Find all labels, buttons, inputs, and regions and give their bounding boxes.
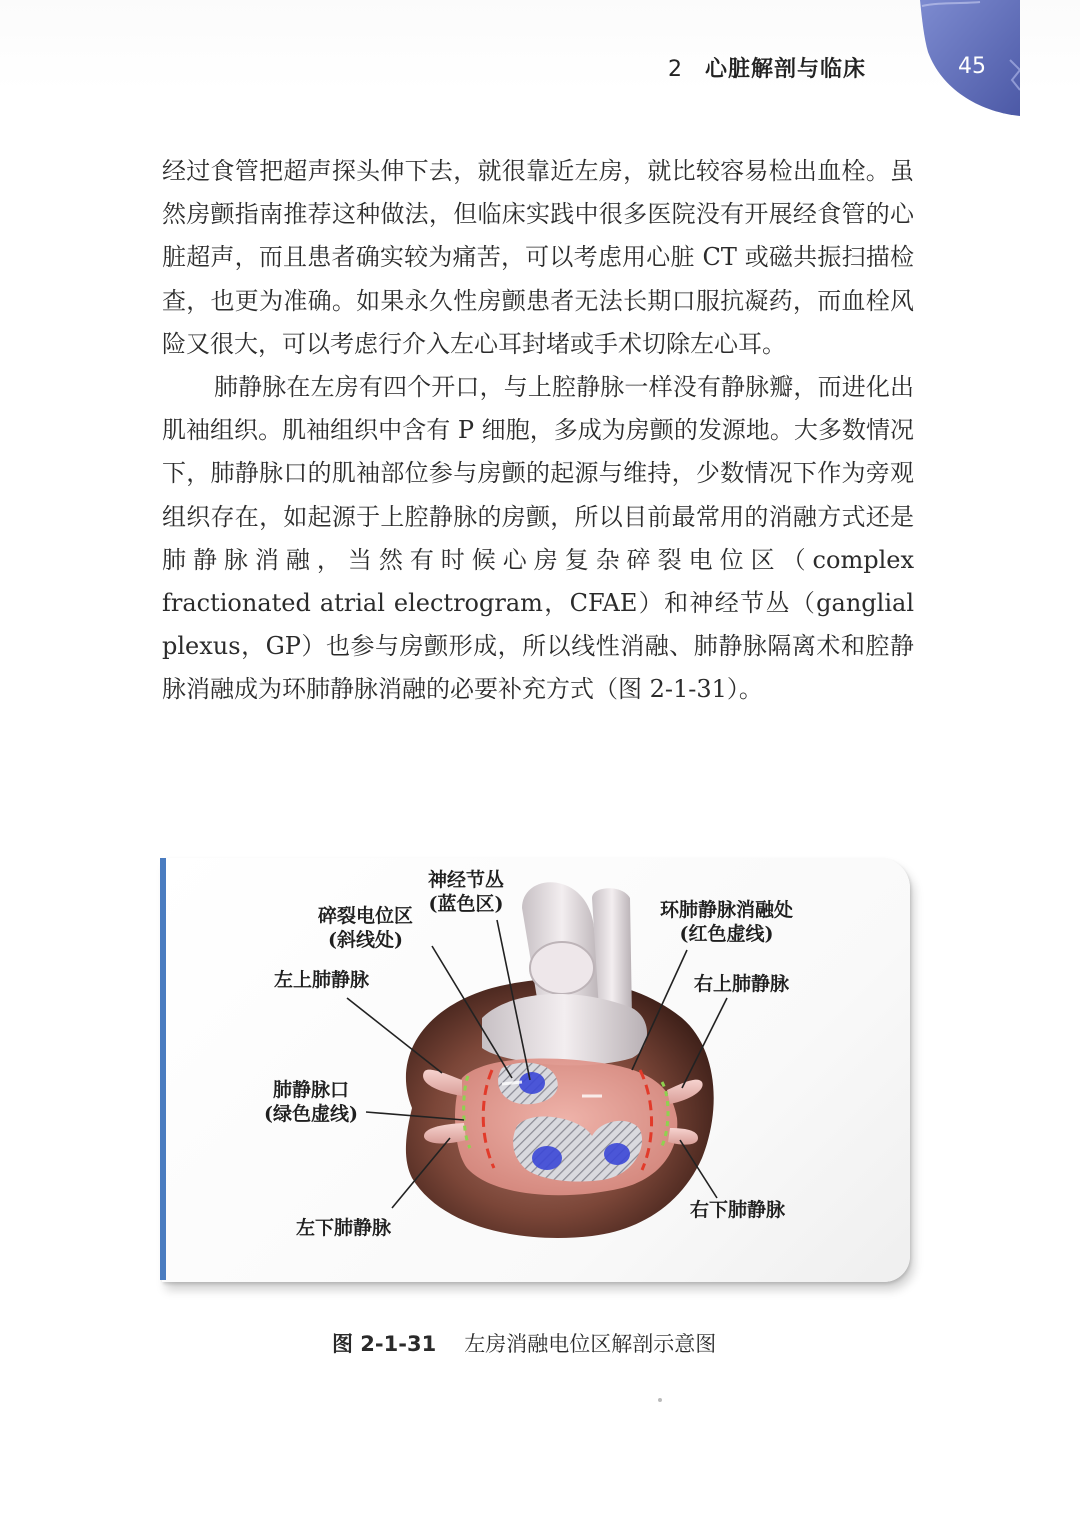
aortic-opening	[530, 942, 594, 994]
caption-text: 左房消融电位区解剖示意图	[464, 1332, 717, 1356]
label-pv-ostium	[264, 1078, 358, 1126]
label-lspv: 左上肺静脉	[274, 969, 370, 991]
page-number: 45	[958, 54, 986, 79]
label-pv-ostium-line1: 肺静脉口	[272, 1079, 349, 1101]
paragraph-2: 肺静脉在左房有四个开口，与上腔静脉一样没有静脉瓣，而进化出肌袖组织。肌袖组织中含有 P 细胞，多成为房颤的发源地。大多数情况下，肺静脉口的肌袖部位参与房颤的起源与维持，少数情况下作为旁观组织存在，如起源于上腔静脉的房颤，所以目前最常用的消融方式还是肺静脉消融，当然有时候心房复杂碎裂电位区（complex fractionated atrial electrogram，CFAE）和神经节丛（ganglial plexus，GP）也参与房颤形成，所以线性消融、肺静脉隔离术和腔静脉消融成为环肺静脉消融的必要补充方式（图 2-1-31）。	[162, 373, 914, 704]
ganglion-spot-3	[604, 1143, 630, 1165]
running-header	[668, 52, 866, 83]
label-ring	[660, 898, 793, 946]
label-cfae-line2: (斜线处)	[328, 929, 403, 951]
figure-caption	[332, 1328, 716, 1358]
label-ring-line2: (红色虚线)	[679, 923, 774, 945]
ganglion-spot-2	[532, 1146, 562, 1170]
label-ganglion	[428, 868, 504, 916]
label-pv-ostium-line2: (绿色虚线)	[264, 1103, 358, 1125]
chapter-number: 2	[668, 57, 683, 82]
label-ganglion-line2: (蓝色区)	[428, 893, 504, 915]
chapter-title: 心脏解剖与临床	[705, 57, 867, 82]
ganglion-spot-1	[519, 1072, 545, 1094]
caption-number: 图 2-1-31	[332, 1332, 437, 1356]
label-lipv: 左下肺静脉	[296, 1217, 392, 1239]
label-ring-line1: 环肺静脉消融处	[660, 899, 794, 921]
page-speck	[658, 1398, 662, 1402]
heart-illustration	[162, 858, 910, 1282]
paragraph-1: 经过食管把超声探头伸下去，就很靠近左房，就比较容易检出血栓。虽然房颤指南推荐这种做法，但临床实践中很多医院没有开展经食管的心脏超声，而且患者确实较为痛苦，可以考虑用心脏 CT 或磁共振扫描检查，也更为准确。如果永久性房颤患者无法长期口服抗凝药，而血栓风险又很大，可以考虑行介入左心耳封堵或手术切除左心耳。	[162, 157, 914, 358]
label-ripv: 右下肺静脉	[690, 1199, 786, 1221]
svc	[482, 994, 647, 1065]
body-text	[162, 150, 914, 712]
label-ganglion-line1: 神经节丛	[428, 869, 505, 891]
label-cfae	[318, 904, 413, 952]
label-rspv: 右上肺静脉	[694, 973, 790, 995]
label-cfae-line1: 碎裂电位区	[318, 905, 414, 927]
